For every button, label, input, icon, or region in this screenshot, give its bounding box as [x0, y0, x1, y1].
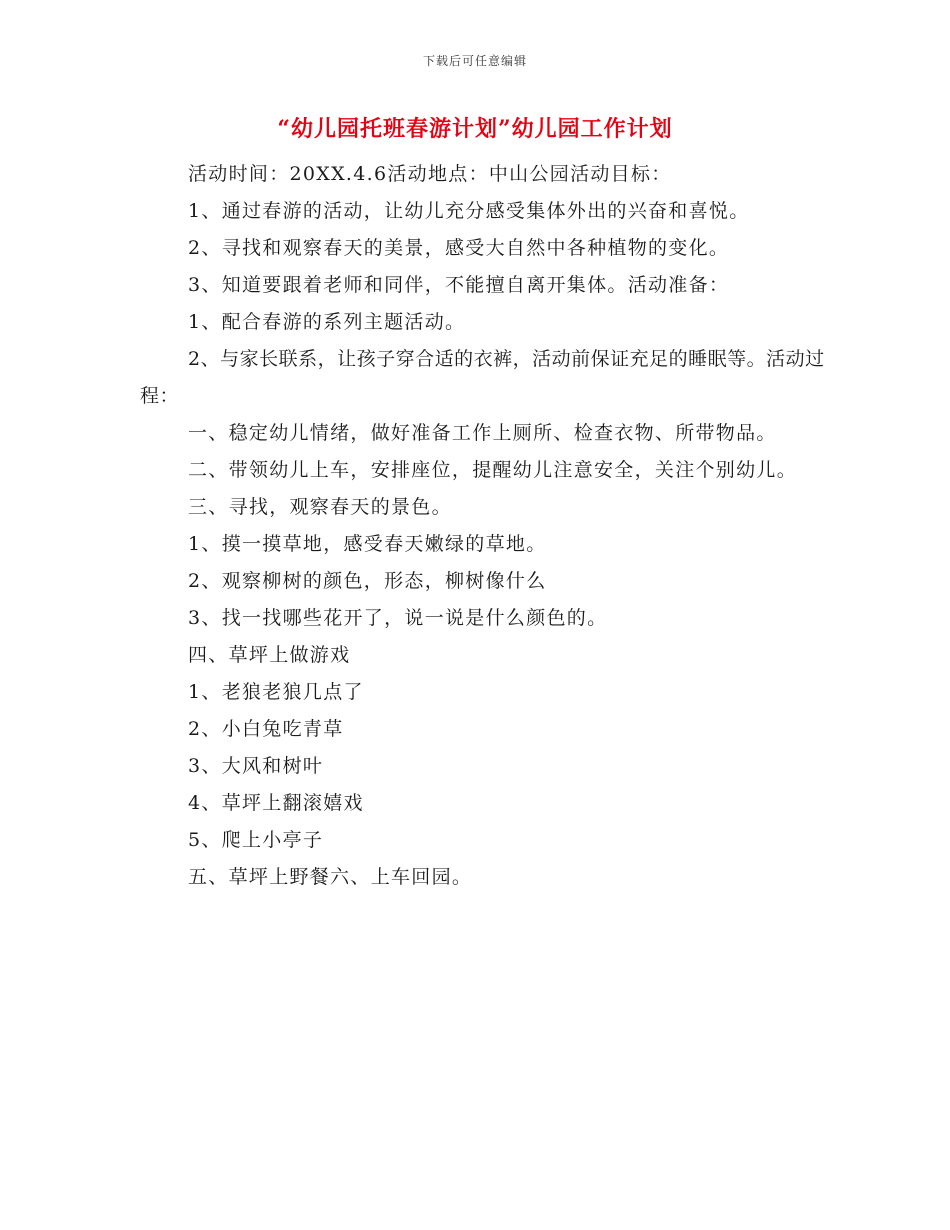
paragraph-game-5: 5、爬上小亭子 [188, 829, 324, 851]
document-body [140, 156, 830, 896]
paragraph-game-4: 4、草坪上翻滚嬉戏 [188, 792, 364, 814]
paragraph-prep-2: 2、与家长联系，让孩子穿合适的衣裤，活动前保证充足的睡眠等。活动过程： [140, 348, 825, 407]
paragraph-goal-1: 1、通过春游的活动，让幼儿充分感受集体外出的兴奋和喜悦。 [188, 200, 750, 222]
paragraph-goal-2: 2、寻找和观察春天的美景，感受大自然中各种植物的变化。 [188, 237, 730, 259]
paragraph-game-2: 2、小白兔吃青草 [188, 718, 344, 740]
paragraph-step-4: 四、草坪上做游戏 [188, 644, 351, 666]
paragraph-step-3-item-3: 3、找一找哪些花开了，说一说是什么颜色的。 [188, 607, 608, 629]
paragraph-step-3-item-1: 1、摸一摸草地，感受春天嫩绿的草地。 [188, 533, 547, 555]
paragraph-step-5-6: 五、草坪上野餐六、上车回园。 [188, 866, 473, 888]
paragraph-step-3: 三、寻找，观察春天的景色。 [188, 496, 452, 518]
paragraph-step-3-item-2: 2、观察柳树的颜色，形态，柳树像什么 [188, 570, 547, 592]
paragraph-step-2: 二、带领幼儿上车，安排座位，提醒幼儿注意安全，关注个别幼儿。 [188, 459, 798, 481]
paragraph-step-1: 一、稳定幼儿情绪，做好准备工作上厕所、检查衣物、所带物品。 [188, 422, 777, 444]
document-title: “幼儿园托班春游计划”幼儿园工作计划 [277, 116, 673, 142]
paragraph-goal-3: 3、知道要跟着老师和同伴，不能擅自离开集体。活动准备： [188, 274, 730, 296]
paragraph-game-3: 3、大风和树叶 [188, 755, 324, 777]
paragraph-activity-info: 活动时间：20XX.4.6活动地点：中山公园活动目标： [188, 163, 672, 185]
page-header-note: 下载后可任意编辑 [422, 54, 527, 68]
paragraph-game-1: 1、老狼老狼几点了 [188, 681, 364, 703]
paragraph-prep-1: 1、配合春游的系列主题活动。 [188, 311, 466, 333]
